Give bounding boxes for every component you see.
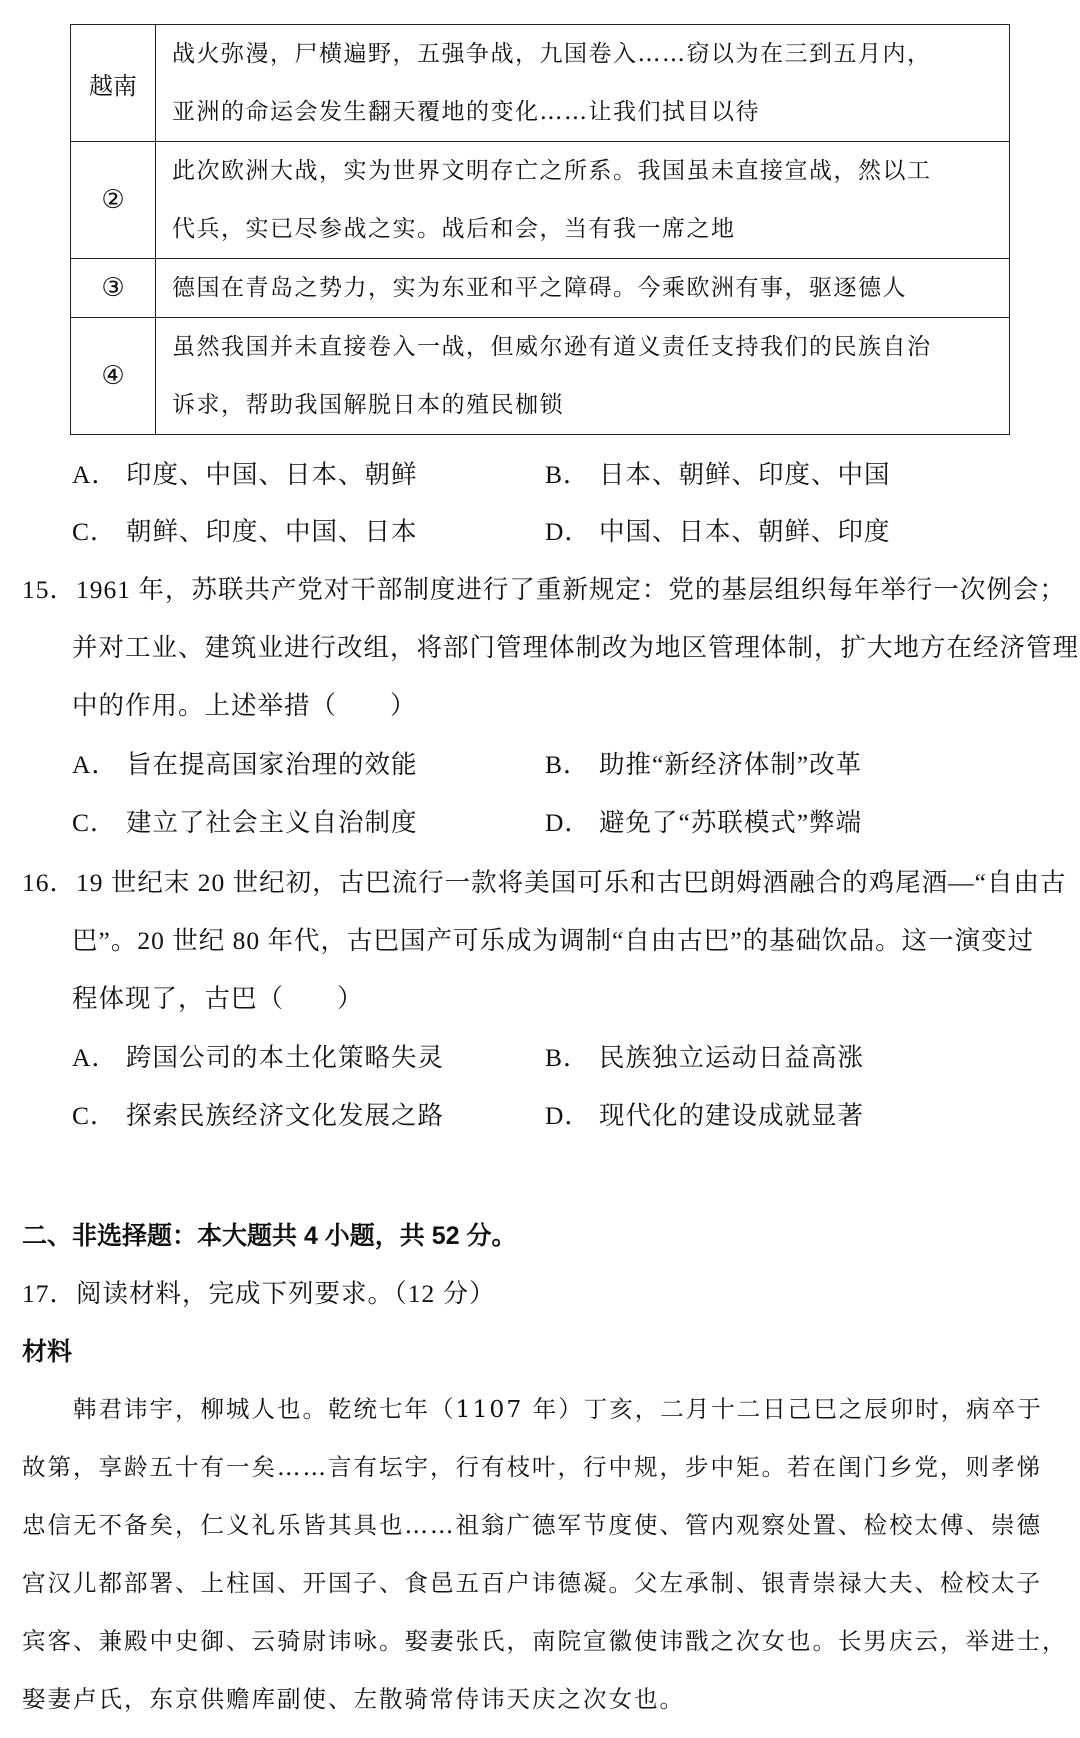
row-label: 越南 — [71, 25, 156, 142]
row-text — [156, 142, 1010, 259]
row-line: 诉求，帮助我国解脱日本的殖民枷锁 — [172, 392, 564, 418]
option-d[interactable]: D． 现代化的建设成就显著 — [545, 1101, 865, 1130]
option-c[interactable]: C． 朝鲜、印度、中国、日本 — [72, 517, 418, 546]
option-c[interactable]: C． 探索民族经济文化发展之路 — [72, 1101, 445, 1130]
option-a[interactable]: A． 跨国公司的本土化策略失灵 — [72, 1043, 445, 1072]
option-b[interactable]: B． 助推“新经济体制”改革 — [545, 750, 863, 779]
row-text — [156, 25, 1010, 142]
material-label: 材料 — [22, 1338, 73, 1366]
question-15-line: 并对工业、建筑业进行改组，将部门管理体制改为地区管理体制，扩大地方在经济管理 — [72, 633, 1080, 662]
material-line: 娶妻卢氏，东京供赡库副使、左散骑常侍讳天庆之次女也。 — [22, 1685, 685, 1713]
circle-number: ③ — [101, 273, 125, 303]
option-b[interactable]: B． 日本、朝鲜、印度、中国 — [545, 460, 891, 489]
material-line: 故第，享龄五十有一矣……言有坛宇，行有枝叶，行中规，步中矩。若在闺门乡党，则孝悌 — [22, 1453, 1042, 1481]
row-line: 虽然我国并未直接卷入一战，但威尔逊有道义责任支持我们的民族自治 — [172, 334, 932, 360]
row-line: 代兵，实已尽参战之实。战后和会，当有我一席之地 — [172, 216, 736, 242]
option-b[interactable]: B． 民族独立运动日益高涨 — [545, 1043, 865, 1072]
section-title: 二、非选择题：本大题共 4 小题，共 52 分。 — [22, 1222, 517, 1250]
row-line: 德国在青岛之势力，实为东亚和平之障碍。今乘欧洲有事，驱逐德人 — [172, 275, 907, 301]
material-line: 韩君讳宇，柳城人也。乾统七年（1107 年）丁亥，二月十二日己巳之辰卯时，病卒于 — [22, 1395, 1043, 1423]
option-a[interactable]: A． 印度、中国、日本、朝鲜 — [72, 460, 418, 489]
table-row — [71, 318, 1010, 435]
row-label — [71, 142, 156, 259]
table-row — [71, 142, 1010, 259]
question-16-line: 程体现了，古巴（ ） — [72, 984, 364, 1013]
table-row — [71, 259, 1010, 318]
option-d[interactable]: D． 避免了“苏联模式”弊端 — [545, 808, 863, 837]
circle-number: ② — [101, 185, 125, 215]
row-line: 战火弥漫，尸横遍野，五强争战，九国卷入……窃以为在三到五月内， — [172, 41, 932, 67]
material-line: 忠信无不备矣，仁义礼乐皆其具也……祖翁广德军节度使、管内观察处置、检校太傅、崇德 — [22, 1511, 1042, 1539]
question-16-line: 16．19 世纪末 20 世纪初，古巴流行一款将美国可乐和古巴朗姆酒融合的鸡尾酒—“自由古 — [22, 868, 1067, 897]
quotes-table — [70, 24, 1010, 435]
question-17-stem: 17．阅读材料，完成下列要求。（12 分） — [22, 1279, 496, 1308]
option-a[interactable]: A． 旨在提高国家治理的效能 — [72, 750, 418, 779]
row-label — [71, 259, 156, 318]
question-16-line: 巴”。20 世纪 80 年代，古巴国产可乐成为调制“自由古巴”的基础饮品。这一演变过 — [72, 926, 1035, 955]
row-line: 此次欧洲大战，实为世界文明存亡之所系。我国虽未直接宣战，然以工 — [172, 158, 932, 184]
question-15-line: 15．1961 年，苏联共产党对干部制度进行了重新规定：党的基层组织每年举行一次例会； — [22, 575, 1066, 604]
material-line: 宾客、兼殿中史御、云骑尉讳咏。娶妻张氏，南院宣徽使讳戬之次女也。长男庆云，举进士， — [22, 1627, 1068, 1655]
row-text — [156, 318, 1010, 435]
row-text — [156, 259, 1010, 318]
row-line: 亚洲的命运会发生翻天覆地的变化……让我们拭目以待 — [172, 99, 760, 125]
material-line: 宫汉儿都部署、上柱国、开国子、食邑五百户讳德凝。父左承制、银青崇禄大夫、检校太子 — [22, 1569, 1042, 1597]
option-d[interactable]: D． 中国、日本、朝鲜、印度 — [545, 517, 891, 546]
row-label — [71, 318, 156, 435]
option-c[interactable]: C． 建立了社会主义自治制度 — [72, 808, 418, 837]
circle-number: ④ — [101, 361, 125, 391]
question-15-line: 中的作用。上述举措（ ） — [72, 691, 417, 720]
table-row — [71, 25, 1010, 142]
